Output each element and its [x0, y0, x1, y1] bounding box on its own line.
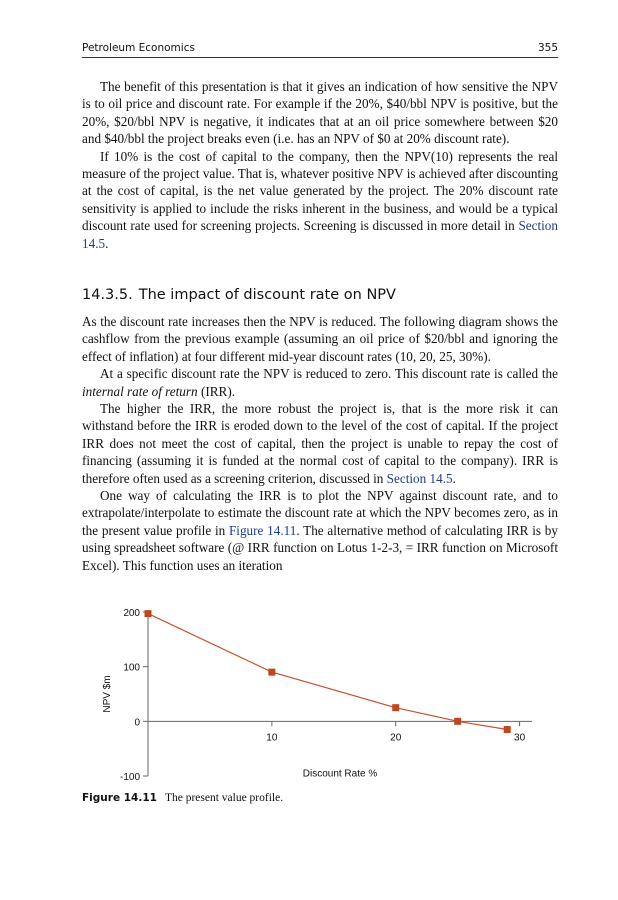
x-tick-label: 20	[390, 732, 402, 744]
figure-link[interactable]: Figure 14.11	[228, 522, 297, 538]
running-head	[82, 40, 558, 58]
section-title: The impact of discount rate on NPV	[138, 287, 396, 303]
intro-text	[82, 78, 558, 252]
x-axis-label: Discount Rate %	[302, 768, 378, 780]
term-irr: internal rate of return	[82, 383, 198, 399]
figure-label: Figure 14.11	[82, 792, 157, 804]
paragraph: One way of calculating the IRR is to plot the NPV against discount rate, and to extrapolate/interpolate to estimate the discount rate at which the NPV becomes zero, as in the present value profile in Figure 14.11. The alternative method of calculating IRR is by using spreadsheet software (@ IRR function on Lotus 1-2-3, = IRR function on Microsoft Excel). This function uses an iteration	[82, 488, 558, 573]
data-point-marker	[392, 704, 399, 711]
section-heading	[82, 287, 558, 303]
paragraph: The benefit of this presentation is that it gives an indication of how sensitive the NPV is to oil price and discount rate. For example if the 20%, $40/bbl NPV is positive, but the 20%, $20/bbl NPV is negative, it indicates that at an oil price somewhere between $20 and $40/bbl the project breaks even (i.e. has an NPV of $0 at 20% discount rate).	[82, 79, 558, 147]
y-tick-label: 200	[123, 608, 140, 619]
section-link[interactable]: Section 14.5	[386, 470, 453, 486]
data-point-marker	[504, 726, 511, 733]
data-point-marker	[268, 669, 275, 676]
section-link[interactable]: Section 14.5	[82, 218, 558, 251]
paragraph: As the discount rate increases then the NPV is reduced. The following diagram shows the cashflow from the previous example (assuming an oil price of $20/bbl and ignoring the effect of inflation) at four different mid-year discount rates (10, 20, 25, 30%).	[82, 314, 558, 364]
figure-caption	[82, 792, 558, 804]
x-tick-label: 30	[514, 732, 526, 744]
data-point-marker	[145, 610, 152, 617]
data-point-marker	[454, 718, 461, 725]
paragraph: The higher the IRR, the more robust the project is, that is the more risk it can withstand before the IRR is eroded down to the level of the cost of capital. If the project IRR does not meet the cost of capital, then the project is unable to repay the cost of financing (assuming it is funded at the normal cost of capital to the company). IRR is therefore often used as a screening criterion, discussed in Section 14.5.	[82, 401, 558, 486]
x-tick-label: 10	[266, 732, 278, 744]
running-title: Petroleum Economics	[82, 42, 195, 54]
y-tick-label: -100	[119, 772, 140, 783]
npv-series-line	[148, 614, 507, 730]
y-tick-label: 100	[123, 662, 140, 674]
page-number: 355	[537, 42, 558, 54]
section-number: 14.3.5.	[82, 287, 133, 303]
paragraph: If 10% is the cost of capital to the company, then the NPV(10) represents the real measure of the project value. That is, whatever positive NPV is achieved after discounting at the cost of capital, is the net value generated by the project. The 20% discount rate sensitivity is applied to include the risks inherent in the business, and would be a typical discount rate used for screening projects. Screening is discussed in more detail in Section 14.5.	[82, 148, 558, 251]
y-tick-label: 0	[134, 717, 140, 729]
y-axis-label: NPV $m	[102, 675, 113, 713]
paragraph: At a specific discount rate the NPV is reduced to zero. This discount rate is called the internal rate of return (IRR).	[82, 366, 558, 399]
section-text	[82, 313, 558, 574]
header-rule	[82, 57, 558, 58]
caption-text: The present value profile.	[164, 792, 284, 804]
present-value-profile-chart	[82, 596, 552, 786]
